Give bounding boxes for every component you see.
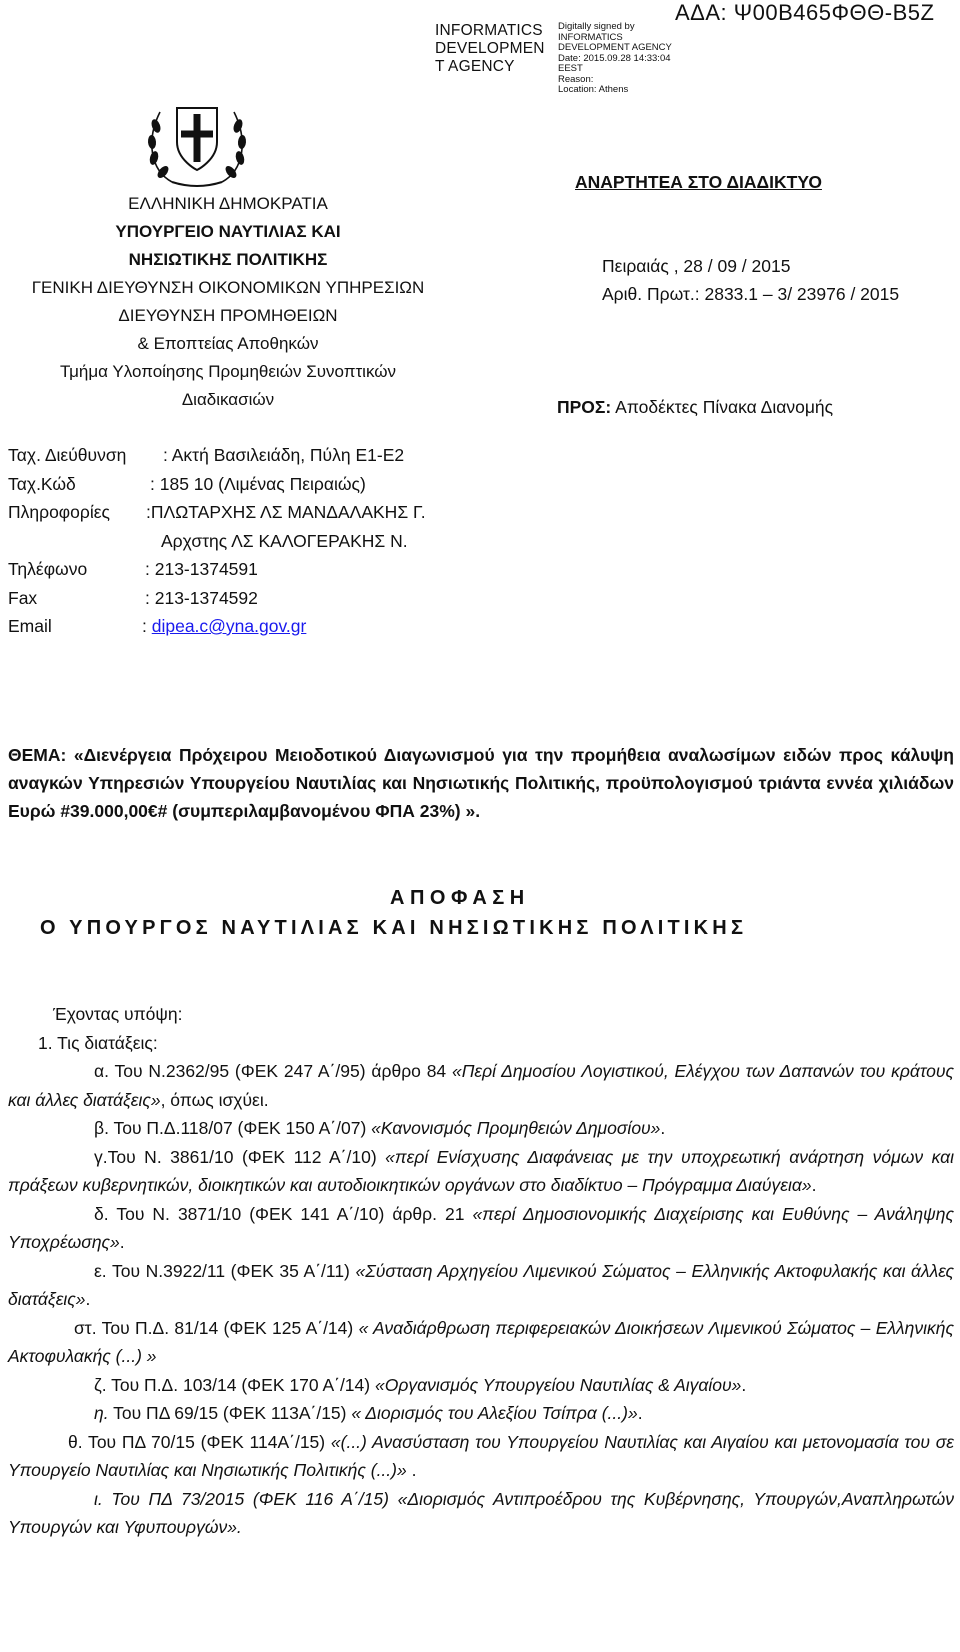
subject: ΘΕΜΑ: «Διενέργεια Πρόχειρου Μειοδοτικού Διαγωνισμού για την προμήθεια αναλωσίμων ειδών προς κάλυψη αναγκών Υπηρεσιών Υπουργείου Ναυτιλίας και Νησιωτικής Πολιτικής, προϋπολογισμού τριάντα εννέα χιλιάδων Ευρώ #39.000,00€# (συμπεριλαμβανομένου ΦΠΑ 23%) ». [8, 745, 954, 821]
post-online-notice: ΑΝΑΡΤΗΤΕΑ ΣΤΟ ΔΙΑΔΙΚΤΥΟ [575, 172, 822, 192]
document-body [8, 1000, 954, 1542]
signature-details: Digitally signed by INFORMATICS DEVELOPMENT AGENCY Date: 2015.09.28 14:33:04 EEST Reason: Location: Athens [558, 21, 672, 95]
minister-title: Ο ΥΠΟΥΡΓΟΣ ΝΑΥΤΙΛΙΑΣ ΚΑΙ ΝΗΣΙΩΤΙΚΗΣ ΠΟΛΙΤΙΚΗΣ [40, 917, 748, 939]
clause-h: η. Του ΠΔ 69/15 (ΦΕΚ 113Α΄/15) « Διορισμός του Αλεξίου Τσίπρα (...)». [94, 1403, 643, 1423]
email-link[interactable]: dipea.c@yna.gov.gr [151, 616, 307, 636]
place-date: Πειραιάς , 28 / 09 / 2015 [602, 256, 791, 276]
clause-e: ε. Του Ν.3922/11 (ΦΕΚ 35 Α΄/11) «Σύσταση Αρχηγείου Λιμενικού Σώματος – Ελληνικής Ακτοφυλακής και άλλες διατάξεις». [8, 1260, 954, 1309]
signature-organization: INFORMATICS DEVELOPMEN T AGENCY [435, 22, 545, 75]
clause-st: στ. Του Π.Δ. 81/14 (ΦΕΚ 125 Α΄/14) « Αναδιάρθρωση περιφερειακών Διοικήσεων Λιμενικού Σώματος – Ελληνικής Ακτοφυλακής (...) » [8, 1317, 954, 1366]
clause-c: γ.Του Ν. 3861/10 (ΦΕΚ 112 Α΄/10) «περί Ενίσχυσης Διαφάνειας με την υποχρεωτική ανάρτηση νόμων και πράξεων κυβερνητικών, διοικητικών και αυτοδιοικητικών οργάνων στο διαδίκτυο – Πρόγραμμα Διαύγεια». [8, 1146, 954, 1195]
decision-title: ΑΠΟΦΑΣΗ [390, 887, 530, 909]
clause-i: ι. Του ΠΔ 73/2015 (ΦΕΚ 116 Α΄/15) «Διορισμός Αντιπροέδρου της Κυβέρνησης, Υπουργών,Αναπληρωτών Υπουργών και Υφυπουργών». [8, 1488, 954, 1537]
clause-z: ζ. Του Π.Δ. 103/14 (ΦΕΚ 170 Α΄/14) «Οργανισμός Υπουργείου Ναυτιλίας & Αιγαίου». [94, 1374, 747, 1395]
clause-a: α. Του Ν.2362/95 (ΦΕΚ 247 Α΄/95) άρθρο 84 «Περί Δημοσίου Λογιστικού, Ελέγχου των Δαπανών του κράτους και άλλες διατάξεις», όπως ισχύει. [8, 1061, 954, 1110]
clause-d: δ. Του Ν. 3871/10 (ΦΕΚ 141 Α΄/10) άρθρ. 21 «περί Δημοσιονομικής Διαχείρισης και Ευθύνης – Ανάληψης Υποχρέωσης». [8, 1203, 955, 1252]
clause-b: β. Του Π.Δ.118/07 (ΦΕΚ 150 Α΄/07) «Κανονισμός Προμηθειών Δημοσίου». [94, 1118, 666, 1138]
greek-emblem-icon [142, 90, 252, 190]
clause-th: θ. Του ΠΔ 70/15 (ΦΕΚ 114Α΄/15) «(...) Ανασύσταση του Υπουργείου Ναυτιλίας και Αιγαίου και μετονομασία του σε Υπουργείο Ναυτιλίας και Νησιωτικής Πολιτικής (...)» . [8, 1431, 954, 1480]
ada-code: ΑΔΑ: Ψ00Β465ΦΘΘ-Β5Ζ [675, 0, 935, 25]
protocol-number: Αριθ. Πρωτ.: 2833.1 – 3/ 23976 / 2015 [602, 284, 900, 304]
item-1: 1. Τις διατάξεις: [38, 1032, 158, 1053]
recipients: ΠΡΟΣ: Αποδέκτες Πίνακα Διανομής [557, 397, 834, 417]
issuer-header: ΕΛΛΗΝΙΚΗ ΔΗΜΟΚΡΑΤΙΑ ΥΠΟΥΡΓΕΙΟ ΝΑΥΤΙΛΙΑΣ ΚΑΙ ΝΗΣΙΩΤΙΚΗΣ ΠΟΛΙΤΙΚΗΣ ΓΕΝΙΚΗ ΔΙΕΥΘΥΝΣΗ ΟΙΚΟΝΟΜΙΚΩΝ ΥΠΗΡΕΣΙΩΝ ΔΙΕΥΘΥΝΣΗ ΠΡΟΜΗΘΕΙΩΝ & Εποπτείας Αποθηκών Τμήμα Υλοποίησης Προμηθειών Συνοπτικών Διαδικασιών [31, 194, 425, 409]
having-regard: Έχοντας υπόψη: [53, 1004, 183, 1024]
